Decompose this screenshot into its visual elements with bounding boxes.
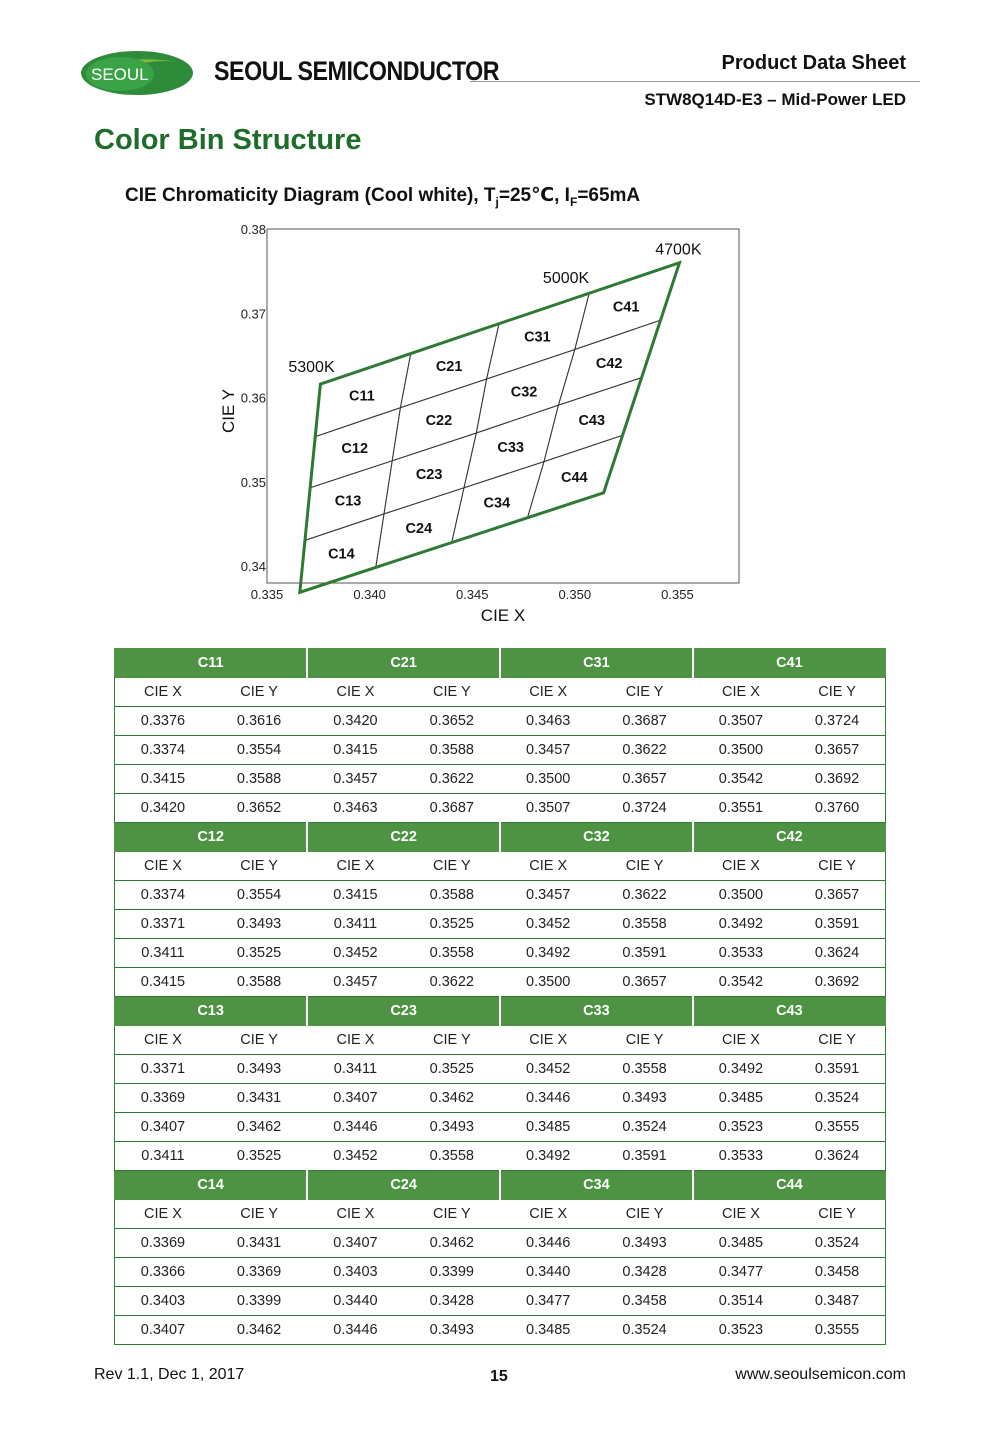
column-label-cell: CIE Y [404, 852, 500, 881]
cie-x-cell: 0.3407 [307, 1229, 403, 1258]
y-tick-label: 0.37 [240, 306, 266, 322]
column-label-cell: CIE Y [211, 852, 307, 881]
cie-x-cell: 0.3457 [307, 765, 403, 794]
cie-x-cell: 0.3411 [307, 1055, 403, 1084]
cie-y-cell: 0.3524 [789, 1084, 885, 1113]
cie-y-cell: 0.3399 [404, 1258, 500, 1287]
x-tick-label: 0.345 [455, 587, 489, 602]
column-label-cell: CIE X [693, 1200, 789, 1229]
cie-x-cell: 0.3533 [693, 939, 789, 968]
bin-label: C13 [334, 493, 362, 510]
cie-y-cell: 0.3588 [404, 736, 500, 765]
cie-x-cell: 0.3403 [307, 1258, 403, 1287]
bin-name-cell: C14 [115, 1171, 308, 1200]
cie-x-cell: 0.3415 [307, 736, 403, 765]
cie-x-cell: 0.3523 [693, 1316, 789, 1345]
cie-y-cell: 0.3493 [211, 1055, 307, 1084]
column-label-cell: CIE X [115, 1026, 211, 1055]
cie-x-cell: 0.3485 [693, 1084, 789, 1113]
bin-name-cell: C31 [500, 649, 693, 678]
cie-y-cell: 0.3493 [404, 1316, 500, 1345]
column-label-cell: CIE Y [789, 1026, 885, 1055]
cie-y-cell: 0.3493 [596, 1229, 692, 1258]
cie-x-cell: 0.3366 [115, 1258, 211, 1287]
cie-x-cell: 0.3485 [500, 1316, 596, 1345]
cie-y-cell: 0.3624 [789, 939, 885, 968]
column-label-cell: CIE X [307, 1026, 403, 1055]
cie-y-cell: 0.3588 [211, 765, 307, 794]
cie-y-cell: 0.3487 [789, 1287, 885, 1316]
cie-y-cell: 0.3554 [211, 881, 307, 910]
cie-y-cell: 0.3525 [404, 910, 500, 939]
cct-label: 5300K [288, 359, 335, 377]
column-label-cell: CIE Y [596, 678, 692, 707]
cie-y-cell: 0.3525 [404, 1055, 500, 1084]
cie-y-cell: 0.3591 [789, 1055, 885, 1084]
cie-x-cell: 0.3420 [307, 707, 403, 736]
column-label-cell: CIE X [307, 852, 403, 881]
y-axis-label: CIE Y [219, 388, 238, 434]
x-tick-label: 0.340 [353, 587, 386, 602]
bin-label: C41 [612, 299, 640, 316]
cie-x-cell: 0.3477 [693, 1258, 789, 1287]
cie-x-cell: 0.3420 [115, 794, 211, 823]
table-row [115, 1142, 886, 1171]
cie-x-cell: 0.3376 [115, 707, 211, 736]
cie-x-cell: 0.3411 [307, 910, 403, 939]
cie-y-cell: 0.3657 [596, 968, 692, 997]
cie-x-cell: 0.3415 [115, 968, 211, 997]
cie-x-cell: 0.3507 [693, 707, 789, 736]
column-label-cell: CIE Y [789, 1200, 885, 1229]
table-row [115, 1055, 886, 1084]
bin-label: C42 [595, 356, 623, 373]
cie-y-cell: 0.3428 [404, 1287, 500, 1316]
cie-x-cell: 0.3542 [693, 968, 789, 997]
cie-y-cell: 0.3622 [404, 968, 500, 997]
cie-x-cell: 0.3371 [115, 910, 211, 939]
logo-text: SEOUL [91, 65, 149, 84]
y-tick-label: 0.35 [240, 474, 266, 490]
bin-label: C14 [328, 546, 355, 563]
bin-label: C44 [561, 469, 588, 486]
cie-x-cell: 0.3500 [500, 968, 596, 997]
cie-y-cell: 0.3525 [211, 939, 307, 968]
column-label-cell: CIE Y [211, 1200, 307, 1229]
bin-label: C21 [435, 359, 463, 376]
bin-name-cell: C34 [500, 1171, 693, 1200]
bin-name-cell: C22 [307, 823, 500, 852]
bin-label: C22 [425, 413, 453, 430]
column-label-cell: CIE Y [404, 1026, 500, 1055]
cie-x-cell: 0.3457 [500, 736, 596, 765]
cie-x-cell: 0.3415 [307, 881, 403, 910]
bin-label: C12 [341, 441, 369, 458]
cie-x-cell: 0.3452 [307, 939, 403, 968]
table-row [115, 1258, 886, 1287]
bin-name-cell: C13 [115, 997, 308, 1026]
header-rule [470, 81, 920, 82]
cie-y-cell: 0.3624 [789, 1142, 885, 1171]
cie-y-cell: 0.3462 [211, 1113, 307, 1142]
cie-y-cell: 0.3591 [596, 939, 692, 968]
column-label-cell: CIE X [500, 1026, 596, 1055]
column-label-cell: CIE X [693, 852, 789, 881]
column-label-row [115, 678, 886, 707]
column-label-cell: CIE Y [596, 1026, 692, 1055]
cie-x-cell: 0.3457 [307, 968, 403, 997]
cie-x-cell: 0.3485 [500, 1113, 596, 1142]
cie-y-cell: 0.3558 [596, 910, 692, 939]
seoul-logo [80, 50, 194, 96]
cie-y-cell: 0.3657 [789, 881, 885, 910]
column-label-cell: CIE X [500, 1200, 596, 1229]
cie-y-cell: 0.3554 [211, 736, 307, 765]
cie-x-cell: 0.3492 [693, 1055, 789, 1084]
doc-type: Product Data Sheet [721, 52, 906, 74]
column-label-cell: CIE Y [404, 1200, 500, 1229]
cie-x-cell: 0.3440 [307, 1287, 403, 1316]
bin-name-cell: C24 [307, 1171, 500, 1200]
cie-y-cell: 0.3657 [596, 765, 692, 794]
diagram-title-sub-f: F [569, 194, 578, 209]
cie-x-cell: 0.3485 [693, 1229, 789, 1258]
table-row [115, 1113, 886, 1142]
column-label-cell: CIE X [115, 678, 211, 707]
bin-label: C32 [510, 384, 538, 401]
bin-name-cell: C21 [307, 649, 500, 678]
cie-x-cell: 0.3514 [693, 1287, 789, 1316]
bin-group-header-row [115, 649, 886, 678]
bin-label: C31 [524, 329, 551, 346]
cie-x-cell: 0.3446 [500, 1084, 596, 1113]
column-label-row [115, 1200, 886, 1229]
table-row [115, 939, 886, 968]
bin-name-cell: C42 [693, 823, 886, 852]
cie-x-cell: 0.3407 [307, 1084, 403, 1113]
footer-url: www.seoulsemicon.com [735, 1366, 906, 1383]
page-number: 15 [490, 1368, 508, 1385]
cie-y-cell: 0.3462 [211, 1316, 307, 1345]
cie-y-cell: 0.3525 [211, 1142, 307, 1171]
table-row [115, 881, 886, 910]
cie-y-cell: 0.3462 [404, 1229, 500, 1258]
bin-label: C43 [578, 412, 606, 429]
cie-chromaticity-chart [200, 215, 760, 635]
column-label-cell: CIE Y [789, 852, 885, 881]
bin-group-header-row [115, 823, 886, 852]
cie-y-cell: 0.3622 [404, 765, 500, 794]
bin-group-header-row [115, 1171, 886, 1200]
column-label-cell: CIE X [500, 852, 596, 881]
bin-name-cell: C44 [693, 1171, 886, 1200]
table-row [115, 1229, 886, 1258]
bin-name-cell: C33 [500, 997, 693, 1026]
cie-y-cell: 0.3591 [789, 910, 885, 939]
column-label-row [115, 1026, 886, 1055]
cie-x-cell: 0.3446 [307, 1316, 403, 1345]
cie-y-cell: 0.3369 [211, 1258, 307, 1287]
page-title: Color Bin Structure [94, 124, 362, 156]
color-bin-table [114, 648, 886, 1345]
cie-y-cell: 0.3431 [211, 1229, 307, 1258]
cie-y-cell: 0.3724 [596, 794, 692, 823]
column-label-cell: CIE X [693, 678, 789, 707]
column-label-cell: CIE X [115, 852, 211, 881]
table-row [115, 765, 886, 794]
cie-x-cell: 0.3371 [115, 1055, 211, 1084]
x-axis-label: CIE X [480, 606, 526, 625]
bin-name-cell: C11 [115, 649, 308, 678]
part-number: STW8Q14D-E3 – Mid-Power LED [644, 90, 906, 109]
bin-name-cell: C41 [693, 649, 886, 678]
column-label-cell: CIE Y [404, 678, 500, 707]
cie-x-cell: 0.3477 [500, 1287, 596, 1316]
cie-x-cell: 0.3500 [693, 736, 789, 765]
cie-x-cell: 0.3457 [500, 881, 596, 910]
cie-y-cell: 0.3588 [211, 968, 307, 997]
cie-y-cell: 0.3558 [404, 939, 500, 968]
cie-x-cell: 0.3492 [693, 910, 789, 939]
cie-x-cell: 0.3411 [115, 1142, 211, 1171]
cie-x-cell: 0.3542 [693, 765, 789, 794]
bin-label: C33 [497, 439, 525, 456]
diagram-title-main: CIE Chromaticity Diagram (Cool white), T [125, 185, 496, 206]
x-tick-label: 0.350 [558, 587, 592, 602]
cie-x-cell: 0.3452 [307, 1142, 403, 1171]
column-label-cell: CIE Y [211, 1026, 307, 1055]
column-label-row [115, 852, 886, 881]
bin-name-cell: C43 [693, 997, 886, 1026]
cie-x-cell: 0.3446 [307, 1113, 403, 1142]
column-label-cell: CIE X [307, 1200, 403, 1229]
bin-label: C23 [415, 466, 443, 483]
cie-y-cell: 0.3687 [404, 794, 500, 823]
x-tick-label: 0.355 [661, 587, 694, 602]
cie-x-cell: 0.3369 [115, 1084, 211, 1113]
diagram-title-mid: =25℃, I [498, 185, 570, 206]
y-tick-label: 0.36 [240, 390, 266, 406]
diagram-title [125, 184, 640, 209]
cie-y-cell: 0.3652 [211, 794, 307, 823]
cie-y-cell: 0.3493 [596, 1084, 692, 1113]
cie-x-cell: 0.3446 [500, 1229, 596, 1258]
cie-x-cell: 0.3492 [500, 939, 596, 968]
cie-x-cell: 0.3374 [115, 881, 211, 910]
cie-x-cell: 0.3452 [500, 910, 596, 939]
cie-x-cell: 0.3533 [693, 1142, 789, 1171]
cie-x-cell: 0.3507 [500, 794, 596, 823]
column-label-cell: CIE Y [211, 678, 307, 707]
footer-revision: Rev 1.1, Dec 1, 2017 [94, 1366, 245, 1383]
cie-y-cell: 0.3558 [596, 1055, 692, 1084]
cie-x-cell: 0.3551 [693, 794, 789, 823]
cie-y-cell: 0.3458 [789, 1258, 885, 1287]
x-tick-label: 0.335 [250, 587, 284, 602]
column-label-cell: CIE X [307, 678, 403, 707]
table-row [115, 794, 886, 823]
cie-y-cell: 0.3524 [596, 1113, 692, 1142]
cie-y-cell: 0.3692 [789, 968, 885, 997]
cie-y-cell: 0.3458 [596, 1287, 692, 1316]
column-label-cell: CIE Y [596, 852, 692, 881]
cie-x-cell: 0.3407 [115, 1316, 211, 1345]
cie-y-cell: 0.3760 [789, 794, 885, 823]
cie-x-cell: 0.3500 [693, 881, 789, 910]
cie-y-cell: 0.3555 [789, 1113, 885, 1142]
cie-y-cell: 0.3524 [789, 1229, 885, 1258]
bin-label: C11 [349, 388, 375, 405]
cie-y-cell: 0.3692 [789, 765, 885, 794]
bin-label: C24 [405, 520, 433, 537]
cie-x-cell: 0.3374 [115, 736, 211, 765]
column-label-cell: CIE Y [789, 678, 885, 707]
bin-label: C34 [483, 495, 511, 512]
bin-name-cell: C23 [307, 997, 500, 1026]
cie-y-cell: 0.3687 [596, 707, 692, 736]
plot-frame [267, 229, 739, 583]
cie-x-cell: 0.3500 [500, 765, 596, 794]
y-tick-label: 0.34 [240, 559, 266, 575]
cie-x-cell: 0.3463 [500, 707, 596, 736]
cie-y-cell: 0.3652 [404, 707, 500, 736]
cie-y-cell: 0.3588 [404, 881, 500, 910]
cie-x-cell: 0.3452 [500, 1055, 596, 1084]
table-row [115, 1316, 886, 1345]
cie-y-cell: 0.3657 [789, 736, 885, 765]
cie-y-cell: 0.3399 [211, 1287, 307, 1316]
cie-y-cell: 0.3462 [404, 1084, 500, 1113]
cie-x-cell: 0.3369 [115, 1229, 211, 1258]
table-row [115, 1084, 886, 1113]
cie-y-cell: 0.3493 [404, 1113, 500, 1142]
cie-y-cell: 0.3616 [211, 707, 307, 736]
cie-x-cell: 0.3407 [115, 1113, 211, 1142]
brand-name: SEOUL SEMICONDUCTOR [214, 56, 500, 86]
table-row [115, 736, 886, 765]
cct-label: 4700K [655, 241, 702, 259]
cie-x-cell: 0.3411 [115, 939, 211, 968]
table-row [115, 968, 886, 997]
cie-x-cell: 0.3492 [500, 1142, 596, 1171]
bin-name-cell: C12 [115, 823, 308, 852]
cie-y-cell: 0.3622 [596, 881, 692, 910]
cie-y-cell: 0.3558 [404, 1142, 500, 1171]
table-row [115, 1287, 886, 1316]
cie-y-cell: 0.3493 [211, 910, 307, 939]
cie-x-cell: 0.3403 [115, 1287, 211, 1316]
diagram-title-sub-j: j [495, 194, 499, 209]
cie-y-cell: 0.3591 [596, 1142, 692, 1171]
cct-label: 5000K [542, 270, 590, 288]
column-label-cell: CIE Y [596, 1200, 692, 1229]
bin-name-cell: C32 [500, 823, 693, 852]
table-row [115, 707, 886, 736]
y-tick-label: 0.38 [240, 222, 266, 237]
cie-y-cell: 0.3622 [596, 736, 692, 765]
cie-y-cell: 0.3555 [789, 1316, 885, 1345]
cie-y-cell: 0.3428 [596, 1258, 692, 1287]
column-label-cell: CIE X [115, 1200, 211, 1229]
bin-group-header-row [115, 997, 886, 1026]
cie-x-cell: 0.3415 [115, 765, 211, 794]
cie-x-cell: 0.3463 [307, 794, 403, 823]
cie-x-cell: 0.3440 [500, 1258, 596, 1287]
column-label-cell: CIE X [693, 1026, 789, 1055]
table-row [115, 910, 886, 939]
cie-y-cell: 0.3724 [789, 707, 885, 736]
cie-y-cell: 0.3431 [211, 1084, 307, 1113]
cie-y-cell: 0.3524 [596, 1316, 692, 1345]
cie-x-cell: 0.3523 [693, 1113, 789, 1142]
diagram-title-end: =65mA [577, 185, 641, 206]
column-label-cell: CIE X [500, 678, 596, 707]
